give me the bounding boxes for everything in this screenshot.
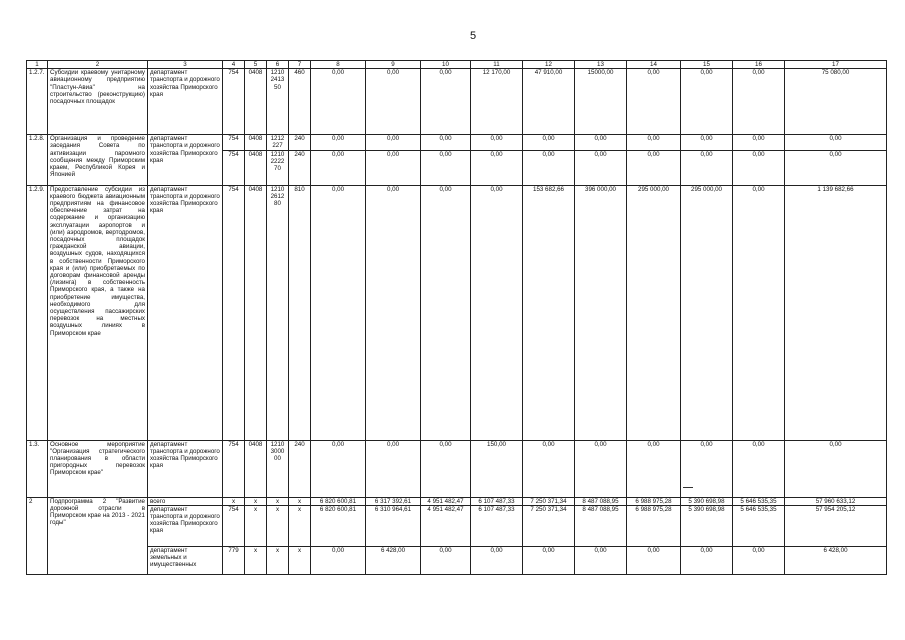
value-cell: 295 000,00 [681, 185, 733, 440]
header-cell: 4 [223, 61, 245, 69]
value-cell: 0,00 [366, 135, 421, 150]
total-cell: 57 960 633,12 [785, 497, 887, 505]
value-cell: 0,00 [421, 440, 471, 497]
value-cell: 0,00 [366, 150, 421, 185]
code-cell: x [289, 546, 311, 574]
code-cell: 754 [223, 135, 245, 150]
value-cell: 0,00 [627, 546, 681, 574]
budget-table [26, 60, 887, 575]
value-cell: 0,00 [681, 69, 733, 135]
value-cell: 4 951 482,47 [421, 497, 471, 505]
code-cell: x [289, 505, 311, 546]
total-cell: 0,00 [785, 150, 887, 185]
value-cell: 0,00 [627, 69, 681, 135]
value-cell: 0,00 [421, 546, 471, 574]
value-cell: 0,00 [523, 546, 575, 574]
code-cell: 0408 [245, 185, 267, 440]
value-cell: 7 250 371,34 [523, 497, 575, 505]
value-cell: 6 988 975,28 [627, 497, 681, 505]
value-cell: 153 682,66 [523, 185, 575, 440]
header-cell: 5 [245, 61, 267, 69]
code-cell: x [245, 497, 267, 505]
row-org: департамент земельных и имущественных [148, 546, 223, 574]
value-cell: 6 310 964,61 [366, 505, 421, 546]
value-cell: 0,00 [421, 135, 471, 150]
page-number: 5 [470, 30, 477, 42]
value-cell: 0,00 [311, 440, 366, 497]
total-cell: 57 954 205,12 [785, 505, 887, 546]
value-cell: 0,00 [733, 185, 785, 440]
row-org: департамент транспорта и дорожного хозяйства Приморского края [148, 69, 223, 135]
value-cell: 8 487 088,95 [575, 497, 627, 505]
header-cell: 13 [575, 61, 627, 69]
total-cell: 6 428,00 [785, 546, 887, 574]
code-cell: 0408 [245, 135, 267, 150]
code-cell: 1212 227 [267, 135, 289, 150]
row-name: Организация и проведение заседания Совета по активизации паромного сообщения между Приморским краем, Республикой Корея и Японией [48, 135, 148, 185]
value-cell: 0,00 [681, 150, 733, 185]
header-cell: 1 [27, 61, 48, 69]
header-cell: 10 [421, 61, 471, 69]
value-cell: 0,00 [575, 440, 627, 497]
total-cell: 1 139 682,66 [785, 185, 887, 440]
header-cell: 9 [366, 61, 421, 69]
value-cell: 5 646 535,35 [733, 497, 785, 505]
table-row [27, 497, 887, 505]
row-name: Основное мероприятие "Организация стратегического планирования в области пригородных перевозок Приморском крае" [48, 440, 148, 497]
value-cell: 150,00 [471, 440, 523, 497]
value-cell: 0,00 [733, 440, 785, 497]
value-cell: 0,00 [681, 440, 733, 497]
value-cell: 0,00 [366, 185, 421, 440]
header-cell: 7 [289, 61, 311, 69]
code-cell: x [267, 546, 289, 574]
value-cell: 0,00 [681, 135, 733, 150]
value-cell: 0,00 [421, 185, 471, 440]
header-cell: 6 [267, 61, 289, 69]
code-cell: x [245, 505, 267, 546]
code-cell: 0408 [245, 150, 267, 185]
value-cell: 0,00 [366, 440, 421, 497]
table-header-row [27, 61, 887, 69]
value-cell: 0,00 [575, 135, 627, 150]
value-cell: 47 910,00 [523, 69, 575, 135]
row-org: всего [148, 497, 223, 505]
value-cell: 6 428,00 [366, 546, 421, 574]
value-cell: 6 107 487,33 [471, 505, 523, 546]
value-cell: 6 820 600,81 [311, 497, 366, 505]
code-cell: 460 [289, 69, 311, 135]
pen-mark [683, 487, 693, 488]
value-cell: 0,00 [733, 150, 785, 185]
header-cell: 11 [471, 61, 523, 69]
value-cell: 0,00 [311, 546, 366, 574]
total-cell: 75 080,00 [785, 69, 887, 135]
header-cell: 14 [627, 61, 681, 69]
code-cell: 754 [223, 150, 245, 185]
value-cell: 5 646 535,35 [733, 505, 785, 546]
code-cell: 754 [223, 69, 245, 135]
code-cell: 240 [289, 135, 311, 150]
table-row [27, 546, 887, 574]
value-cell: 0,00 [733, 135, 785, 150]
table-row [27, 135, 887, 150]
row-org: департамент транспорта и дорожного хозяйства Приморского края [148, 185, 223, 440]
code-cell: 810 [289, 185, 311, 440]
value-cell: 396 000,00 [575, 185, 627, 440]
code-cell: 1210 3000 00 [267, 440, 289, 497]
value-cell: 0,00 [471, 185, 523, 440]
header-cell: 3 [148, 61, 223, 69]
value-cell: 0,00 [311, 135, 366, 150]
row-org: департамент транспорта и дорожного хозяйства Приморского края [148, 440, 223, 497]
header-cell: 12 [523, 61, 575, 69]
value-cell: 15000,00 [575, 69, 627, 135]
header-cell: 8 [311, 61, 366, 69]
total-cell: 0,00 [785, 135, 887, 150]
value-cell: 0,00 [627, 150, 681, 185]
code-cell: 1210 2612 80 [267, 185, 289, 440]
header-cell: 17 [785, 61, 887, 69]
row-number: 1.2.8. [27, 135, 48, 185]
value-cell: 5 390 698,98 [681, 505, 733, 546]
value-cell: 0,00 [421, 69, 471, 135]
value-cell: 0,00 [471, 150, 523, 185]
value-cell: 0,00 [627, 135, 681, 150]
code-cell: 1210 2222 70 [267, 150, 289, 185]
row-org: департамент транспорта и дорожного хозяйства Приморского края [148, 505, 223, 546]
code-cell: x [245, 546, 267, 574]
value-cell: 0,00 [575, 150, 627, 185]
value-cell: 8 487 088,95 [575, 505, 627, 546]
header-cell: 15 [681, 61, 733, 69]
value-cell: 6 107 487,33 [471, 497, 523, 505]
value-cell: 0,00 [421, 150, 471, 185]
row-org: департамент транспорта и дорожного хозяйства Приморского края [148, 135, 223, 185]
value-cell: 6 988 975,28 [627, 505, 681, 546]
value-cell: 12 170,00 [471, 69, 523, 135]
value-cell: 0,00 [733, 546, 785, 574]
table-row [27, 440, 887, 497]
code-cell: 779 [223, 546, 245, 574]
code-cell: 0408 [245, 69, 267, 135]
code-cell: 240 [289, 150, 311, 185]
code-cell: 754 [223, 440, 245, 497]
value-cell: 0,00 [366, 69, 421, 135]
value-cell: 0,00 [575, 546, 627, 574]
code-cell: x [289, 497, 311, 505]
code-cell: 754 [223, 185, 245, 440]
value-cell: 0,00 [311, 185, 366, 440]
value-cell: 4 951 482,47 [421, 505, 471, 546]
row-number: 1.2.9. [27, 185, 48, 440]
code-cell: 240 [289, 440, 311, 497]
row-number: 1.2.7. [27, 69, 48, 135]
value-cell: 0,00 [311, 69, 366, 135]
code-cell: 1210 2413 50 [267, 69, 289, 135]
row-name: Подпрограмма 2 "Развитие дорожной отрасли в Приморском крае на 2013 - 2021 годы" [48, 497, 148, 574]
code-cell: x [267, 505, 289, 546]
code-cell: x [223, 497, 245, 505]
value-cell: 0,00 [627, 440, 681, 497]
value-cell: 0,00 [523, 150, 575, 185]
row-number: 2 [27, 497, 48, 574]
value-cell: 6 317 392,61 [366, 497, 421, 505]
header-cell: 16 [733, 61, 785, 69]
value-cell: 0,00 [311, 150, 366, 185]
value-cell: 7 250 371,34 [523, 505, 575, 546]
value-cell: 0,00 [471, 546, 523, 574]
table-row [27, 505, 887, 546]
table-row [27, 69, 887, 135]
row-name: Предоставление субсидии из краевого бюджета авиационным предприятиям на финансовое обеспечение затрат на содержание и организацию эксплуатации аэропортов и (или) аэродромов, вертодромов, посадочных площадок гражданской авиации, воздушных судов, находящихся в собственности Приморского края и (или) приобретаемых по договорам финансовой аренды (лизинга) в собственность Приморского края, а также на приобретение имущества, необходимого для осуществления пассажирских перевозок на местных воздушных линиях в Приморском крае [48, 185, 148, 440]
value-cell: 0,00 [733, 69, 785, 135]
total-cell: 0,00 [785, 440, 887, 497]
value-cell: 0,00 [471, 135, 523, 150]
row-number: 1.3. [27, 440, 48, 497]
code-cell: 754 [223, 505, 245, 546]
row-name: Субсидии краевому унитарному авиационному предприятию "Пластун-Авиа" на строительство (реконструкцию) посадочных площадок [48, 69, 148, 135]
value-cell: 295 000,00 [627, 185, 681, 440]
value-cell: 5 390 698,98 [681, 497, 733, 505]
value-cell: 0,00 [681, 546, 733, 574]
value-cell: 0,00 [523, 135, 575, 150]
code-cell: 0408 [245, 440, 267, 497]
header-cell: 2 [48, 61, 148, 69]
value-cell: 0,00 [523, 440, 575, 497]
table-row [27, 185, 887, 440]
code-cell: x [267, 497, 289, 505]
value-cell: 6 820 600,81 [311, 505, 366, 546]
